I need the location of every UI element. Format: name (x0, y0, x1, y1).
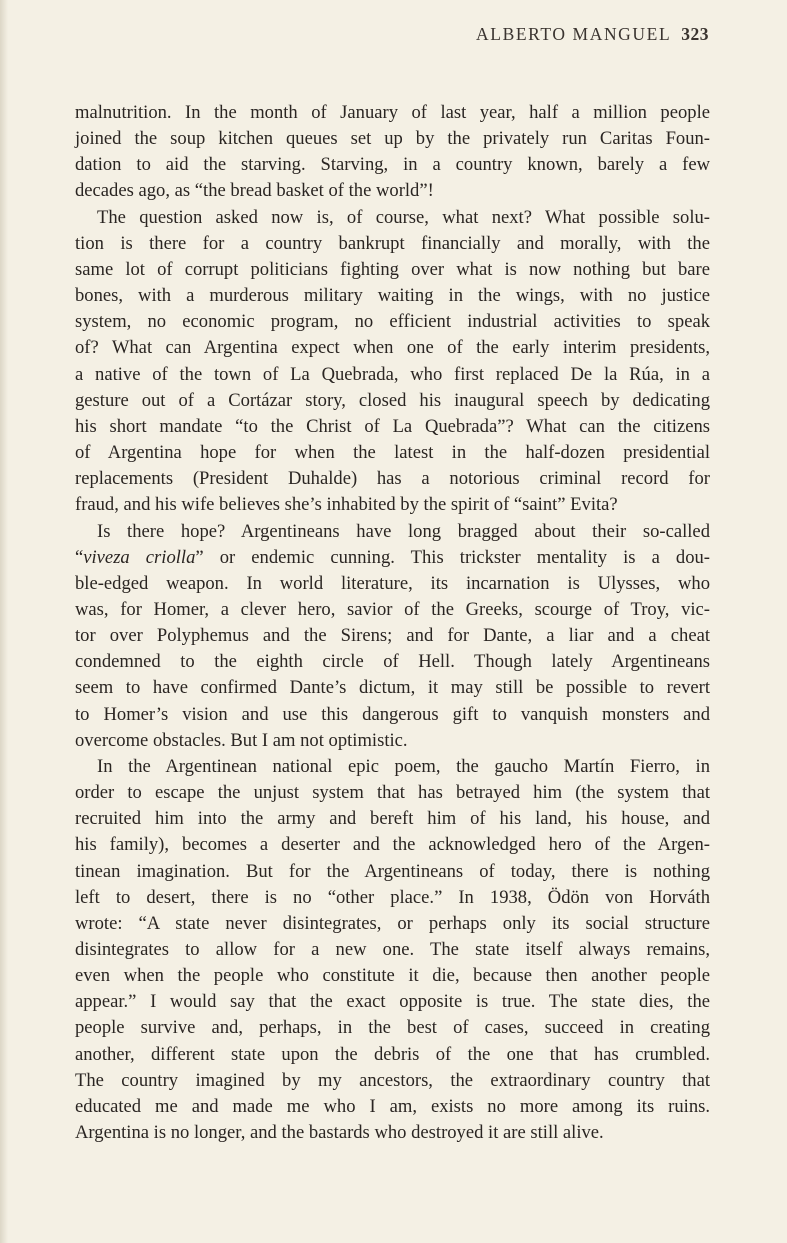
text-line: people survive and, perhaps, in the best of cases, succeed in creating (75, 1017, 710, 1039)
text-line: seem to have confirmed Dante’s dictum, it may still be possible to revert (75, 677, 710, 699)
text-line: overcome obstacles. But I am not optimistic. (75, 729, 408, 751)
text-line: The question asked now is, of course, what next? What possible solu- (97, 206, 710, 228)
text-line: decades ago, as “the bread basket of the world”! (75, 180, 434, 202)
body-text (75, 100, 710, 1146)
text-line: appear.” I would say that the exact opposite is true. The state dies, the (75, 991, 710, 1013)
text-line: his short mandate “to the Christ of La Quebrada”? What can the citizens (75, 415, 710, 437)
paragraph (75, 205, 710, 519)
text-line: tinean imagination. But for the Argentineans of today, there is nothing (75, 860, 710, 882)
paragraph (75, 100, 710, 205)
text-line: tion is there for a country bankrupt financially and morally, with the (75, 232, 710, 254)
text-line: In the Argentinean national epic poem, the gaucho Martín Fierro, in (97, 755, 710, 777)
text-line: of? What can Argentina expect when one of the early interim presidents, (75, 337, 710, 359)
text-line: was, for Homer, a clever hero, savior of the Greeks, scourge of Troy, vic- (75, 598, 710, 620)
text-line: wrote: “A state never disintegrates, or perhaps only its social structure (75, 912, 710, 934)
paragraph (75, 754, 710, 1146)
text-line: educated me and made me who I am, exists no more among its ruins. (75, 1095, 710, 1117)
text-line: same lot of corrupt politicians fighting over what is now nothing but bare (75, 258, 710, 280)
text-line: “viveza criolla” or endemic cunning. This trickster mentality is a dou- (75, 546, 710, 568)
text-line: Is there hope? Argentineans have long bragged about their so-called (97, 520, 710, 542)
text-line: Argentina is no longer, and the bastards who destroyed it are still alive. (75, 1122, 604, 1144)
text-line: malnutrition. In the month of January of last year, half a million people (75, 102, 710, 123)
text-line: another, different state upon the debris of the one that has crumbled. (75, 1043, 710, 1065)
text-line: replacements (President Duhalde) has a notorious criminal record for (75, 468, 710, 490)
text-line: even when the people who constitute it die, because then another people (75, 965, 710, 987)
text-line: dation to aid the starving. Starving, in a country known, barely a few (75, 154, 710, 176)
running-head (476, 24, 709, 45)
text-line: of Argentina hope for when the latest in the half-dozen presidential (75, 442, 710, 464)
text-line: The country imagined by my ancestors, the extraordinary country that (75, 1069, 710, 1091)
text-line: left to desert, there is no “other place.” In 1938, Ödön von Horváth (75, 886, 710, 908)
page-edge-shadow (0, 0, 8, 1243)
paragraph (75, 519, 710, 754)
text-line: tor over Polyphemus and the Sirens; and for Dante, a liar and a cheat (75, 625, 710, 647)
page-number: 323 (681, 24, 709, 44)
author-name: ALBERTO MANGUEL (476, 24, 672, 44)
text-line: fraud, and his wife believes she’s inhabited by the spirit of “saint” Evita? (75, 494, 618, 516)
text-line: order to escape the unjust system that has betrayed him (the system that (75, 782, 710, 804)
text-line: to Homer’s vision and use this dangerous gift to vanquish monsters and (75, 703, 710, 725)
text-line: gesture out of a Cortázar story, closed his inaugural speech by dedicating (75, 389, 710, 411)
text-line: bones, with a murderous military waiting in the wings, with no justice (75, 285, 710, 307)
text-line: joined the soup kitchen queues set up by the privately run Caritas Foun- (75, 128, 710, 150)
text-line: condemned to the eighth circle of Hell. Though lately Argentineans (75, 651, 710, 673)
text-line: disintegrates to allow for a new one. The state itself always remains, (75, 939, 710, 960)
text-line: a native of the town of La Quebrada, who first replaced De la Rúa, in a (75, 363, 710, 385)
text-line: his family), becomes a deserter and the acknowledged hero of the Argen- (75, 834, 710, 856)
text-line: recruited him into the army and bereft him of his land, his house, and (75, 808, 710, 830)
text-line: ble-edged weapon. In world literature, its incarnation is Ulysses, who (75, 572, 710, 594)
text-line: system, no economic program, no efficient industrial activities to speak (75, 311, 710, 333)
italic-phrase: viveza criolla (83, 546, 196, 568)
